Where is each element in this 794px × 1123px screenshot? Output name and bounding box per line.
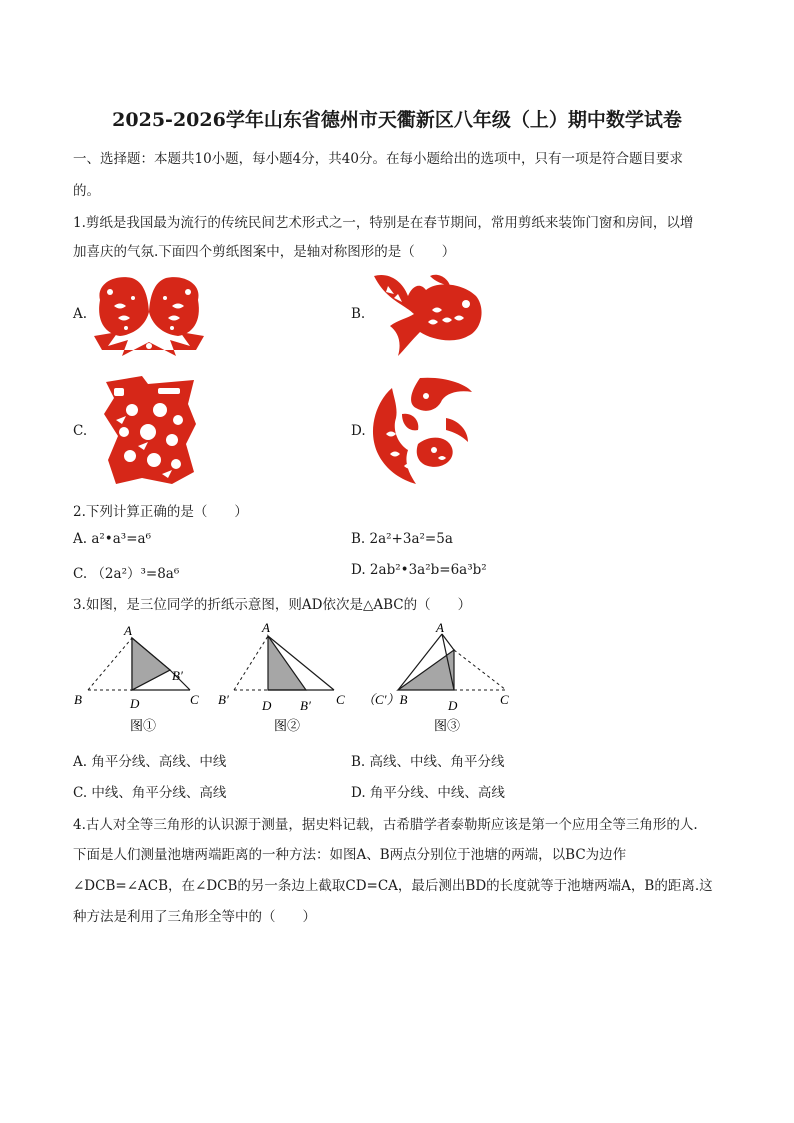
question-4-line4: 种方法是利用了三角形全等中的（ ）	[73, 909, 316, 925]
carp-papercut-icon	[368, 270, 488, 358]
q2-option-d: D. 2ab²•3a²b=6a³b²	[351, 562, 487, 578]
q2-option-a: A. a²•a³=a⁶	[73, 531, 151, 547]
q3-figure-3	[358, 618, 518, 742]
fig1-label-b: B	[74, 692, 82, 707]
q3-option-b: B. 高线、中线、角平分线	[351, 754, 505, 770]
q1-option-b-image	[368, 270, 488, 362]
section-instructions-line2: 的。	[73, 183, 100, 199]
q1-option-d-label: D.	[351, 423, 366, 439]
q1-option-c-image	[102, 374, 198, 490]
fig2-label-a: A	[262, 620, 270, 635]
fig2-label-d: D	[262, 698, 272, 713]
fig1-label-bprime: B′	[172, 668, 183, 683]
fig1-label-c: C	[190, 692, 199, 707]
q3-option-c: C. 中线、角平分线、高线	[73, 785, 227, 801]
fig1-caption: 图①	[130, 718, 157, 733]
fish-circle-papercut-icon	[368, 374, 474, 486]
q1-option-b-label: B.	[351, 306, 366, 322]
q1-option-d-image	[368, 374, 474, 490]
question-4-line1: 4.古人对全等三角形的认识源于测量，据史料记载，古希腊学者泰勒斯应该是第一个应用全等三角形的人.	[73, 817, 698, 833]
q2-option-b: B. 2a²+3a²=5a	[351, 531, 453, 547]
fig2-caption: 图②	[274, 718, 301, 733]
fig2-label-c: C	[336, 692, 345, 707]
q2-option-c: C. （2a²）³=8a⁶	[73, 566, 180, 582]
question-1-line2: 加喜庆的气氛.下面四个剪纸图案中，是轴对称图形的是（ ）	[73, 244, 456, 260]
q3-figure-1	[70, 618, 220, 742]
twin-fish-papercut-icon	[88, 272, 210, 360]
fig2-label-bprime-left: B′	[218, 692, 229, 707]
fig3-label-cprime-b: （C′）B	[362, 692, 408, 707]
q3-figure-2	[214, 618, 364, 742]
fu-character-papercut-icon	[102, 374, 198, 486]
question-4-line2: 下面是人们测量池塘两端距离的一种方法：如图A、B两点分别位于池塘的两端，以BC为边作	[73, 847, 627, 863]
fig3-label-a: A	[436, 620, 444, 635]
q3-option-d: D. 角平分线、中线、高线	[351, 785, 505, 801]
q1-option-c-label: C.	[73, 423, 88, 439]
q1-option-a-image	[88, 272, 210, 364]
question-2-stem: 2.下列计算正确的是（ ）	[73, 504, 248, 520]
fig2-label-bprime: B′	[300, 698, 311, 713]
fig3-label-d: D	[448, 698, 458, 713]
fig3-caption: 图③	[434, 718, 461, 733]
fig1-label-a: A	[124, 623, 132, 638]
fig3-label-c: C	[500, 692, 509, 707]
page-title: 2025-2026学年山东省德州市天衢新区八年级（上）期中数学试卷	[112, 109, 682, 131]
fig1-label-d: D	[130, 696, 140, 711]
question-1-line1: 1.剪纸是我国最为流行的传统民间艺术形式之一，特别是在春节期间，常用剪纸来装饰门窗和房间，以增	[73, 215, 694, 231]
question-4-line3: ∠DCB=∠ACB，在∠DCB的另一条边上截取CD=CA，最后测出BD的长度就等于池塘两端A，B的距离.这	[73, 878, 713, 894]
q3-option-a: A. 角平分线、高线、中线	[73, 754, 227, 770]
section-instructions-line1: 一、选择题：本题共10小题，每小题4分，共40分。在每小题给出的选项中，只有一项是符合题目要求	[73, 151, 683, 167]
q1-option-a-label: A.	[73, 306, 88, 322]
question-3-stem: 3.如图，是三位同学的折纸示意图，则AD依次是△ABC的（ ）	[73, 597, 472, 613]
